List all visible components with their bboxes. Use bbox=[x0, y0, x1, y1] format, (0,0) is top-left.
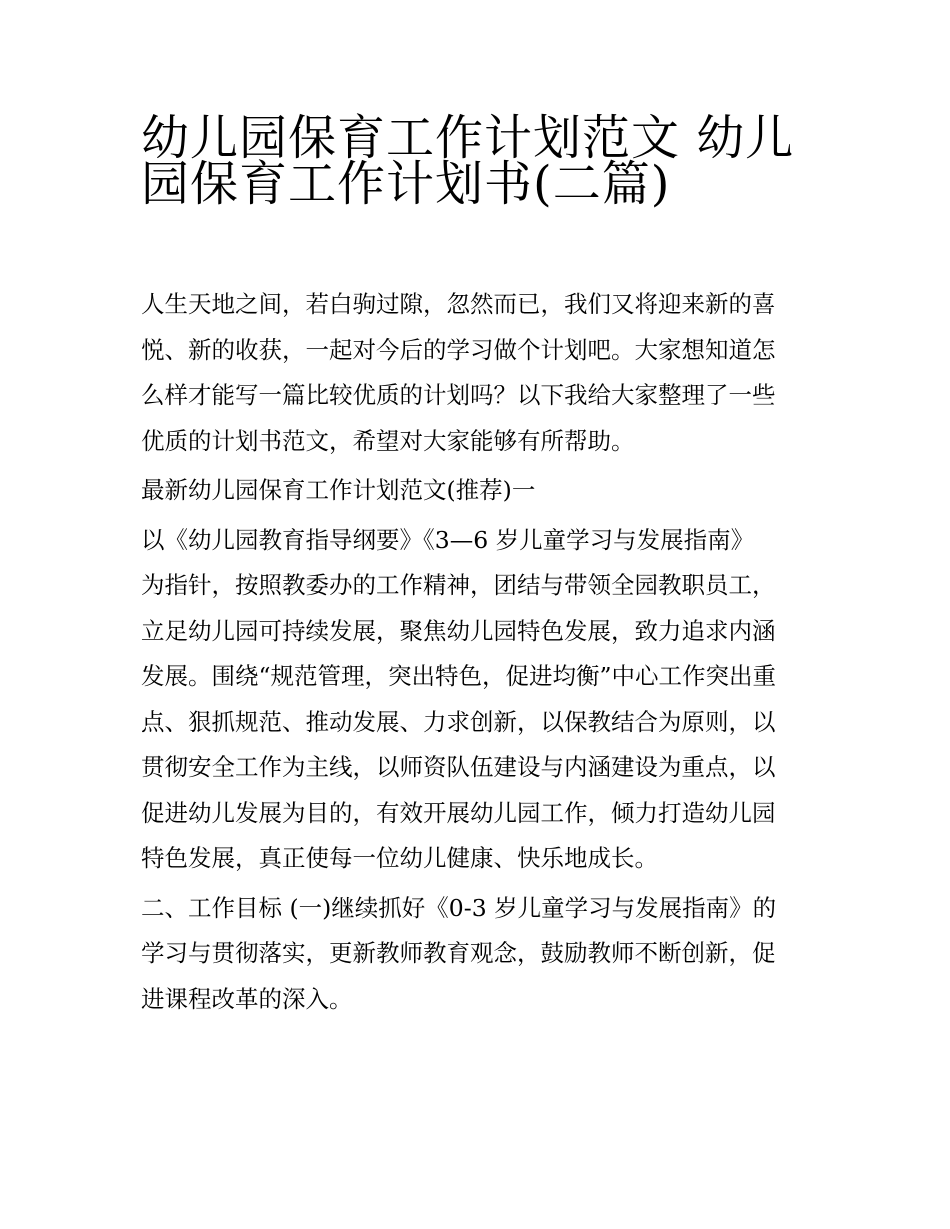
text-line: 立足幼儿园可持续发展，聚焦幼儿园特色发展，致力追求内涵 bbox=[141, 616, 776, 645]
text-line: 优质的计划书范文，希望对大家能够有所帮助。 bbox=[141, 426, 635, 455]
document-body bbox=[141, 282, 821, 1022]
title-line: 园保育工作计划书(二篇) bbox=[141, 155, 671, 212]
text-line: 贯彻安全工作为主线，以师资队伍建设与内涵建设为重点，以 bbox=[141, 753, 776, 781]
title-line: 幼儿园保育工作计划范文 幼儿 bbox=[141, 110, 795, 166]
text-line: 么样才能写一篇比较优质的计划吗？以下我给大家整理了一些 bbox=[141, 381, 776, 409]
text-line: 进课程改革的深入。 bbox=[141, 984, 353, 1013]
intro-paragraph bbox=[141, 282, 821, 464]
text-line: 学习与贯彻落实，更新教师教育观念，鼓励教师不断创新，促 bbox=[141, 939, 776, 967]
text-line: 发展。围绕“规范管理，突出特色，促进均衡”中心工作突出重 bbox=[141, 662, 777, 690]
body-paragraph-1 bbox=[141, 518, 821, 882]
text-line: 悦、新的收获，一起对今后的学习做个计划吧。大家想知道怎 bbox=[141, 335, 776, 364]
text-line: 特色发展，真正使每一位幼儿健康、快乐地成长。 bbox=[141, 844, 658, 872]
text-line: 二、工作目标 (一)继续抓好《0-3 岁儿童学习与发展指南》的 bbox=[141, 893, 777, 922]
text-line: 促进幼儿发展为目的，有效开展幼儿园工作，倾力打造幼儿园 bbox=[141, 798, 776, 827]
text-line: 人生天地之间，若白驹过隙，忽然而已，我们又将迎来新的喜 bbox=[141, 290, 776, 318]
body-paragraph-2 bbox=[141, 886, 821, 1023]
text-line: 以《幼儿园教育指导纲要》《3—6 岁儿童学习与发展指南》 bbox=[141, 525, 755, 554]
text-line: 点、狠抓规范、推动发展、力求创新，以保教结合为原则，以 bbox=[141, 707, 776, 736]
text-line: 为指针，按照教委办的工作精神，团结与带领全园教职员工， bbox=[141, 571, 776, 599]
section-heading: 最新幼儿园保育工作计划范文(推荐)一 bbox=[141, 476, 536, 504]
document-title bbox=[141, 110, 821, 212]
